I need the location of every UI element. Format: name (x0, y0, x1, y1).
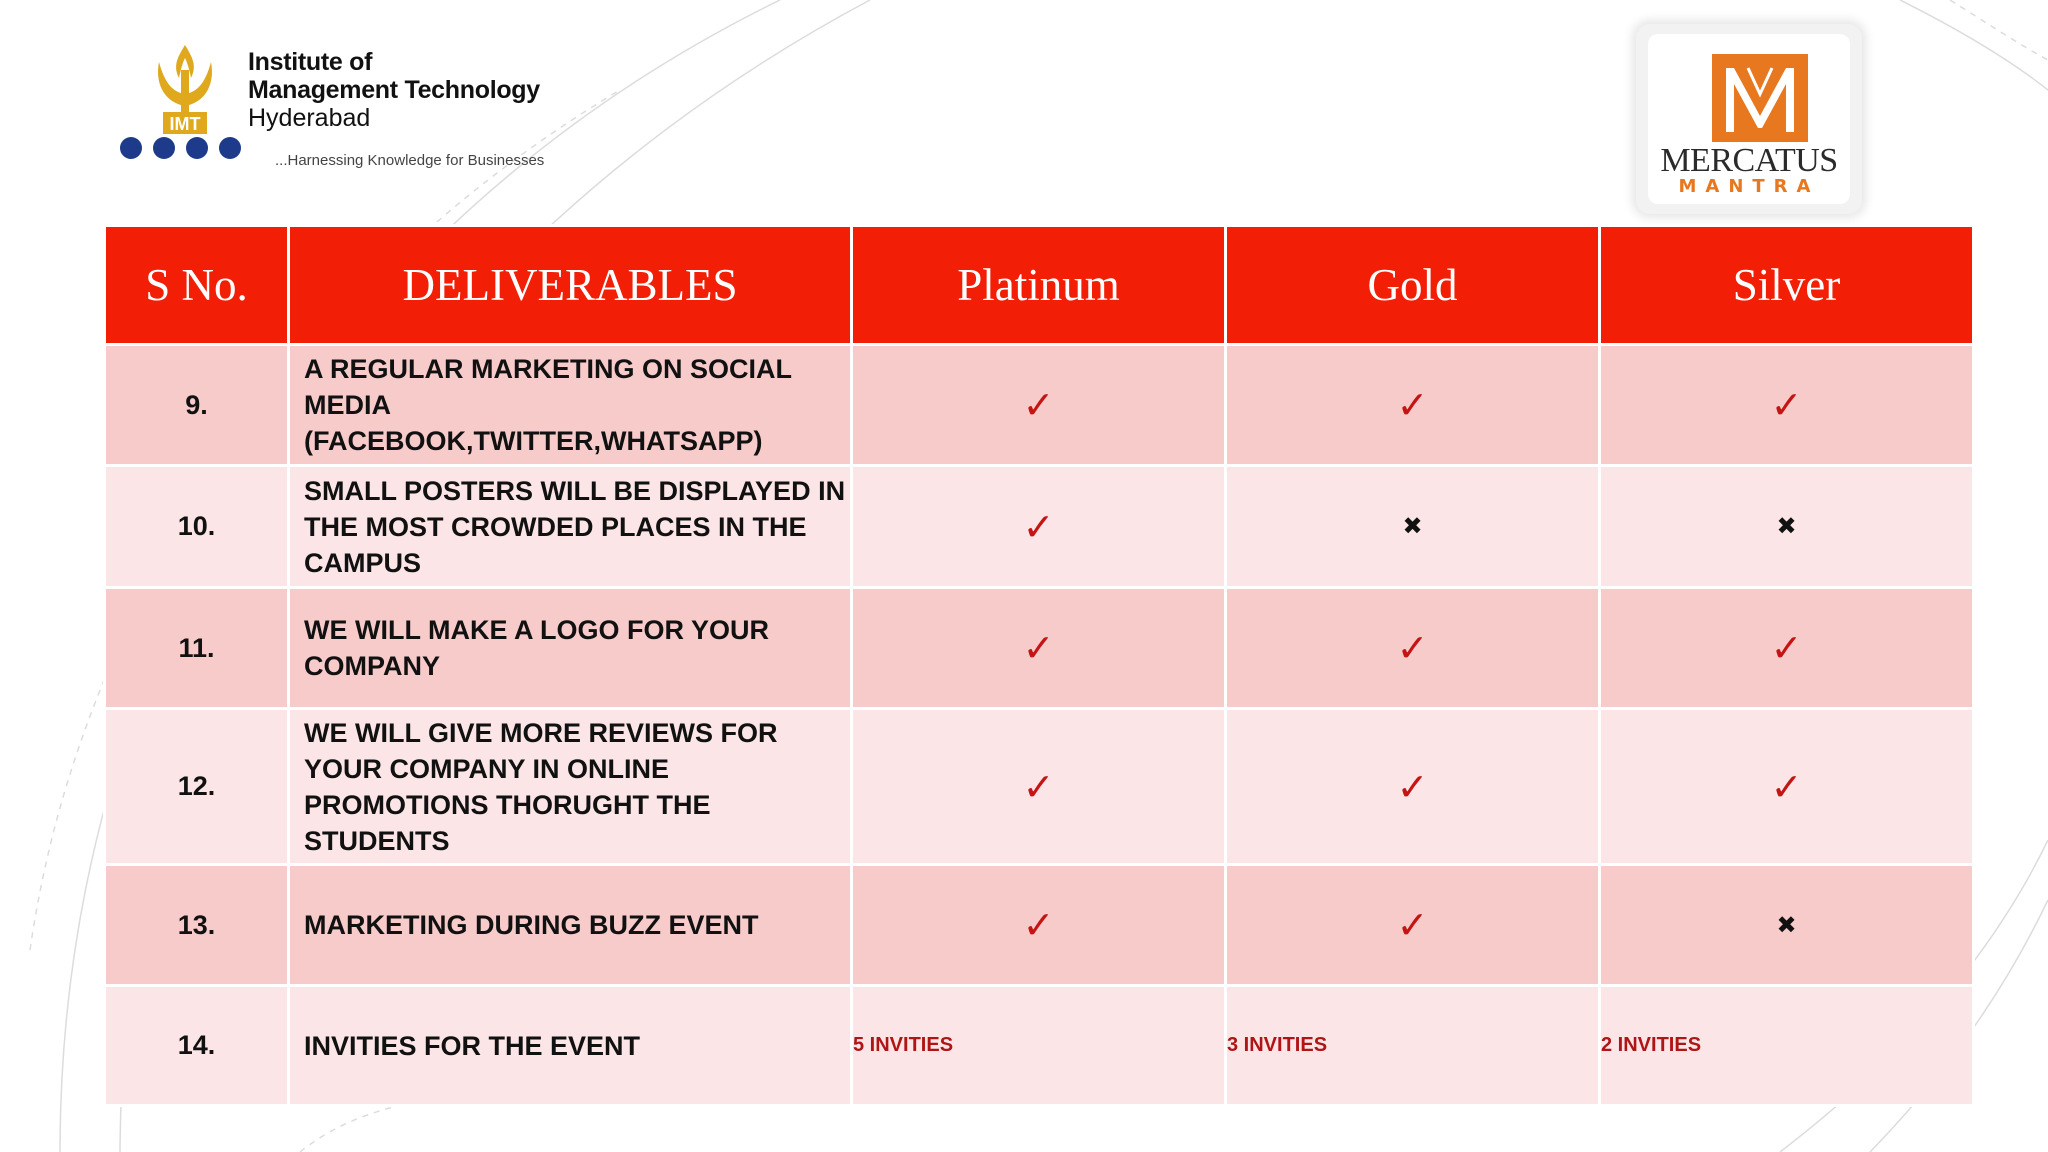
gold-cell (1226, 588, 1600, 709)
row-number: 11. (105, 588, 289, 709)
imt-dot (186, 137, 208, 159)
gold-cell (1226, 865, 1600, 986)
table-row (105, 345, 1974, 466)
silver-invites: 2 INVITIES (1600, 986, 1974, 1106)
imt-name-line2: Management Technology (248, 76, 540, 104)
column-header-platinum: Platinum (852, 226, 1226, 345)
platinum-cell (852, 588, 1226, 709)
imt-name-line3: Hyderabad (248, 104, 371, 132)
check-icon: ✓ (1022, 626, 1055, 670)
mercatus-m-icon (1712, 54, 1808, 142)
imt-flame-emblem-icon (145, 40, 225, 145)
gold-cell (1226, 466, 1600, 588)
table-row (105, 709, 1974, 865)
imt-dot (120, 137, 142, 159)
column-header-deliverables: DELIVERABLES (289, 226, 852, 345)
row-number: 14. (105, 986, 289, 1106)
check-icon: ✓ (1396, 764, 1429, 809)
gold-cell (1226, 709, 1600, 865)
mercatus-mantra-logo (1636, 24, 1862, 214)
check-icon: ✓ (1022, 383, 1055, 427)
table-row (105, 865, 1974, 986)
deliverable-text: INVITIES FOR THE EVENT (289, 986, 852, 1106)
table-header-row (105, 226, 1974, 345)
table-row (105, 588, 1974, 709)
column-header-sno: S No. (105, 226, 289, 345)
platinum-cell (852, 709, 1226, 865)
check-icon: ✓ (1396, 383, 1429, 427)
silver-cell (1600, 588, 1974, 709)
silver-cell (1600, 345, 1974, 466)
deliverable-text: WE WILL GIVE MORE REVIEWS FOR YOUR COMPANY IN ONLINE PROMOTIONS THORUGHT THE STUDENTS (289, 709, 852, 865)
check-icon: ✓ (1022, 903, 1055, 947)
row-number: 13. (105, 865, 289, 986)
deliverable-text: MARKETING DURING BUZZ EVENT (289, 865, 852, 986)
row-number: 9. (105, 345, 289, 466)
platinum-cell (852, 865, 1226, 986)
silver-cell (1600, 865, 1974, 986)
imt-logo (115, 40, 595, 175)
row-number: 12. (105, 709, 289, 865)
check-icon: ✓ (1396, 626, 1429, 670)
check-icon: ✓ (1396, 903, 1429, 947)
silver-cell (1600, 709, 1974, 865)
deliverable-text: SMALL POSTERS WILL BE DISPLAYED IN THE MOST CROWDED PLACES IN THE CAMPUS (289, 466, 852, 588)
cross-icon: ✖ (1402, 512, 1423, 540)
column-header-silver: Silver (1600, 226, 1974, 345)
gold-cell (1226, 345, 1600, 466)
check-icon: ✓ (1770, 626, 1803, 670)
imt-dot (153, 137, 175, 159)
deliverable-text: A REGULAR MARKETING ON SOCIAL MEDIA (FACEBOOK,TWITTER,WHATSAPP) (289, 345, 852, 466)
platinum-cell (852, 345, 1226, 466)
mantra-subtitle: MANTRA (1678, 176, 1820, 197)
row-number: 10. (105, 466, 289, 588)
imt-dots (120, 137, 241, 159)
platinum-cell (852, 466, 1226, 588)
gold-invites: 3 INVITIES (1226, 986, 1600, 1106)
check-icon: ✓ (1770, 383, 1803, 427)
mercatus-title: MERCATUS (1660, 142, 1838, 179)
imt-name (248, 48, 540, 132)
deliverable-text: WE WILL MAKE A LOGO FOR YOUR COMPANY (289, 588, 852, 709)
deliverables-table (103, 224, 1975, 1107)
imt-dot (219, 137, 241, 159)
platinum-invites: 5 INVITIES (852, 986, 1226, 1106)
imt-name-line1: Institute of (248, 48, 373, 76)
imt-emblem-text: IMT (169, 114, 201, 134)
mercatus-logo-card (1648, 34, 1850, 204)
m-letter-icon (1712, 54, 1808, 142)
column-header-gold: Gold (1226, 226, 1600, 345)
silver-cell (1600, 466, 1974, 588)
cross-icon: ✖ (1776, 910, 1797, 939)
check-icon: ✓ (1022, 504, 1055, 549)
check-icon: ✓ (1022, 764, 1055, 809)
check-icon: ✓ (1770, 764, 1803, 809)
table-row (105, 466, 1974, 588)
table-row (105, 986, 1974, 1106)
imt-tagline: ...Harnessing Knowledge for Businesses (275, 152, 545, 169)
cross-icon: ✖ (1776, 512, 1797, 540)
